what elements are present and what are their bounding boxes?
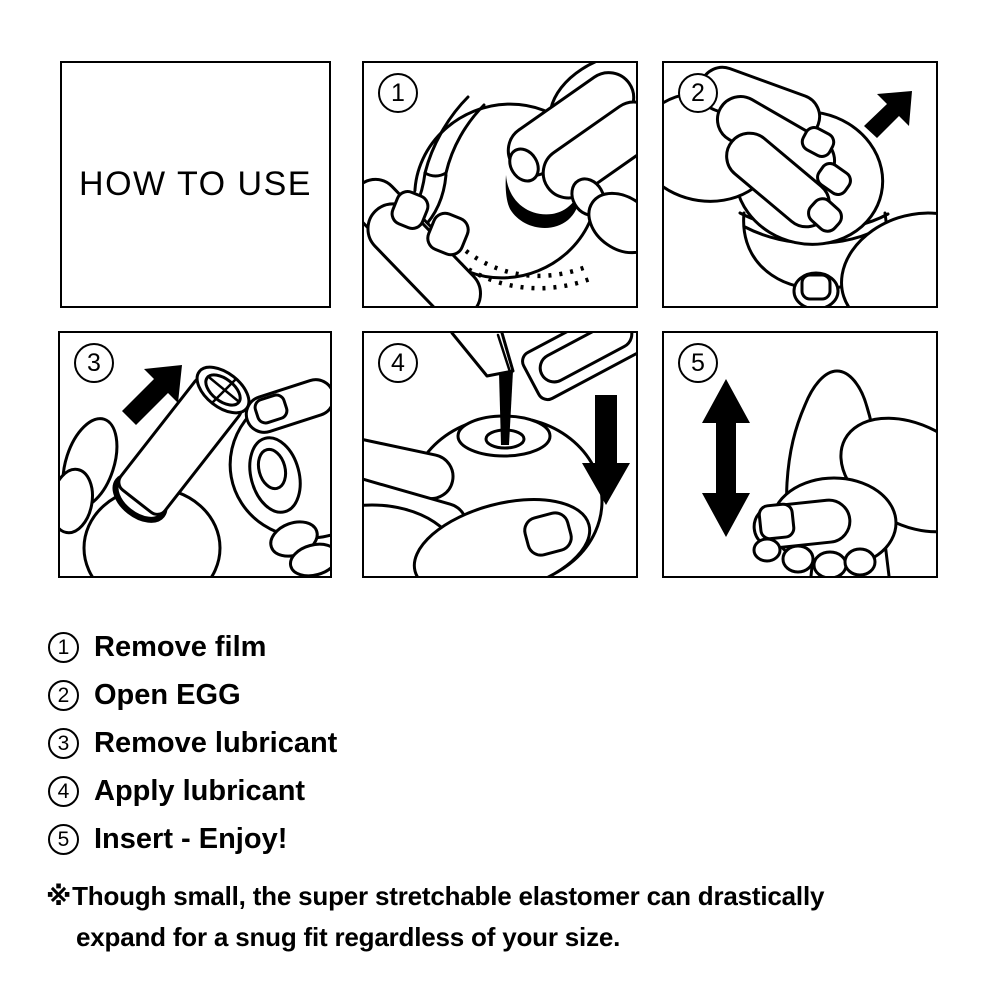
step-label: Open EGG — [94, 679, 241, 711]
footnote — [46, 876, 956, 957]
step-panel-2 — [662, 61, 938, 308]
instruction-item-5 — [48, 824, 337, 855]
step-number-circle: 4 — [48, 776, 79, 807]
step-panel-5 — [662, 331, 938, 578]
step-panel-3 — [58, 331, 332, 578]
step-label: Apply lubricant — [94, 775, 306, 807]
instruction-item-4 — [48, 776, 337, 807]
step-label: Insert - Enjoy! — [94, 823, 288, 855]
step-number-circle: 2 — [48, 680, 79, 711]
step-number-badge: 3 — [74, 343, 114, 383]
pouring-tube — [452, 333, 636, 403]
title-panel — [60, 61, 331, 308]
page-title: HOW TO USE — [79, 165, 312, 203]
step-number-badge: 5 — [678, 343, 718, 383]
step-number-badge: 1 — [378, 73, 418, 113]
footnote-line-1: ※Though small, the super stretchable elastomer can drastically — [46, 881, 825, 912]
step-panel-1 — [362, 61, 638, 308]
instruction-list — [48, 632, 337, 872]
step-panel-4 — [362, 331, 638, 578]
up-down-arrow-icon — [702, 379, 750, 537]
footnote-line-2: expand for a snug fit regardless of your size. — [76, 922, 621, 952]
step-number-circle: 1 — [48, 632, 79, 663]
step-number-badge: 4 — [378, 343, 418, 383]
instruction-item-2 — [48, 680, 337, 711]
instruction-item-1 — [48, 632, 337, 663]
step-number-circle: 5 — [48, 824, 79, 855]
step-label: Remove film — [94, 631, 267, 663]
step-label: Remove lubricant — [94, 727, 338, 759]
instruction-item-3 — [48, 728, 337, 759]
step-number-badge: 2 — [678, 73, 718, 113]
up-right-arrow-icon — [864, 91, 912, 138]
step-number-circle: 3 — [48, 728, 79, 759]
reference-mark: ※ — [46, 882, 72, 912]
